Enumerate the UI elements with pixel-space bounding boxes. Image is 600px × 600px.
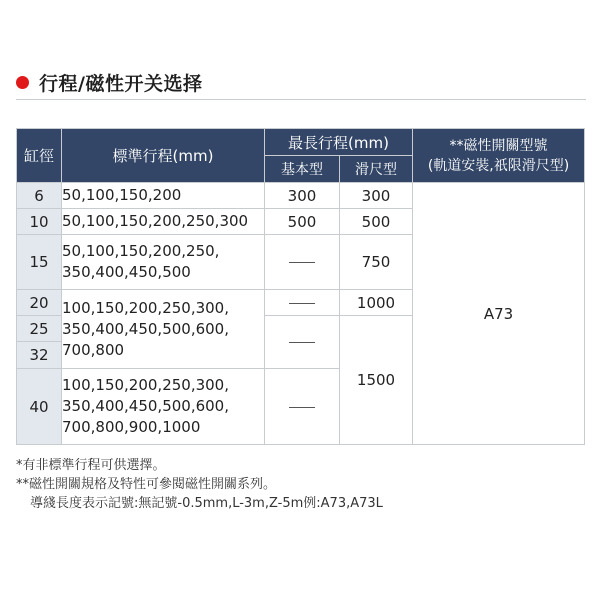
header-switch-line2: (軌道安裝,祇限滑尺型) xyxy=(427,157,570,174)
stroke-cell xyxy=(62,209,265,235)
stroke-cell xyxy=(62,183,265,209)
section-header xyxy=(16,70,202,94)
bore-cell: 6 xyxy=(17,183,62,209)
stroke-spec-table xyxy=(16,128,585,445)
header-standard-stroke: 標準行程(mm) xyxy=(62,129,265,183)
stroke-line: 50,100,150,200 xyxy=(62,186,182,204)
footnote: 導綫長度表示記號:無記號-0.5mm,L-3m,Z-5m例:A73,A73L xyxy=(30,496,383,511)
stroke-line: 350,400,450,500 xyxy=(62,263,191,281)
header-max-slide: 滑尺型 xyxy=(340,156,413,183)
red-bullet-icon xyxy=(16,76,29,89)
bore-cell: 40 xyxy=(17,369,62,445)
stroke-cell xyxy=(62,290,265,369)
bore-cell: 25 xyxy=(17,316,62,342)
max-basic-cell xyxy=(265,290,340,316)
stroke-cell xyxy=(62,235,265,290)
header-bore: 缸徑 xyxy=(17,129,62,183)
footnote: **磁性開關規格及特性可參閱磁性開關系列。 xyxy=(16,477,277,492)
max-basic-cell: 300 xyxy=(265,183,340,209)
footnotes xyxy=(16,456,383,513)
header-switch-line1: **磁性開關型號 xyxy=(449,137,548,154)
stroke-line: 350,400,450,500,600, xyxy=(62,319,229,338)
max-basic-cell: 500 xyxy=(265,209,340,235)
max-basic-cell xyxy=(265,316,340,369)
stroke-line: 50,100,150,200,250,300 xyxy=(62,212,249,230)
stroke-line: 700,800 xyxy=(62,340,125,359)
bore-cell: 10 xyxy=(17,209,62,235)
header-max-stroke: 最長行程(mm) xyxy=(265,129,413,156)
table-row xyxy=(17,183,585,209)
switch-model-cell: A73 xyxy=(413,183,585,445)
stroke-line: 100,150,200,250,300, xyxy=(62,376,229,394)
max-basic-cell xyxy=(265,369,340,445)
max-slide-cell: 300 xyxy=(340,183,413,209)
header-switch-model xyxy=(413,129,585,183)
header-max-basic: 基本型 xyxy=(265,156,340,183)
stroke-line: 100,150,200,250,300, xyxy=(62,298,229,317)
dash-mark xyxy=(289,262,315,263)
bore-cell: 20 xyxy=(17,290,62,316)
max-slide-cell: 1000 xyxy=(340,290,413,316)
max-slide-cell: 500 xyxy=(340,209,413,235)
dash-mark xyxy=(289,303,315,304)
footnote: *有非標準行程可供選擇。 xyxy=(16,458,166,473)
dash-mark xyxy=(289,342,315,343)
title-divider xyxy=(16,99,586,100)
stroke-line: 700,800,900,1000 xyxy=(62,418,201,436)
max-basic-cell xyxy=(265,235,340,290)
stroke-line: 350,400,450,500,600, xyxy=(62,397,229,415)
max-slide-cell: 1500 xyxy=(340,316,413,445)
dash-mark xyxy=(289,407,315,408)
stroke-line: 50,100,150,200,250, xyxy=(62,242,220,260)
bore-cell: 15 xyxy=(17,235,62,290)
stroke-cell xyxy=(62,369,265,445)
section-title: 行程/磁性开关选择 xyxy=(39,72,203,95)
max-slide-cell: 750 xyxy=(340,235,413,290)
bore-cell: 32 xyxy=(17,342,62,369)
